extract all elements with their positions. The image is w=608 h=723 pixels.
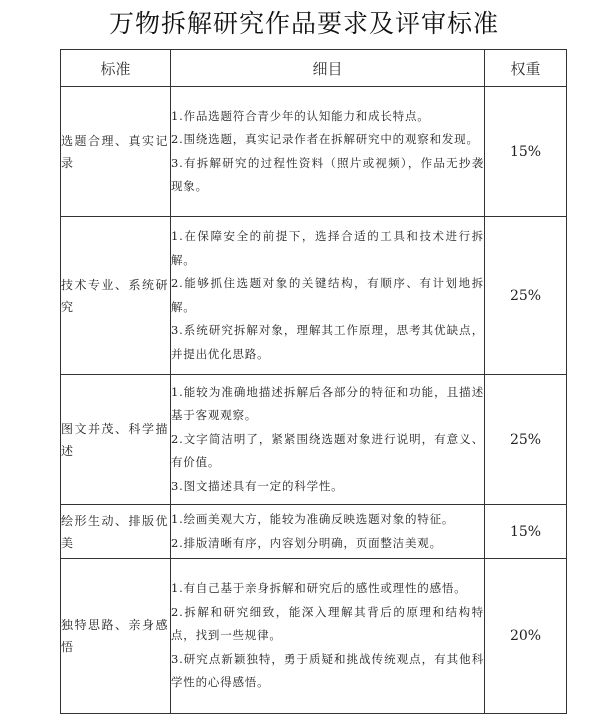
detail-item: 3.系统研究拆解对象，理解其工作原理，思考其优缺点，并提出优化思路。 <box>171 323 484 361</box>
table-row <box>61 375 567 505</box>
weight-cell: 25% <box>485 217 567 375</box>
page-title: 万物拆解研究作品要求及评审标准 <box>108 9 499 38</box>
detail-cell <box>171 87 485 217</box>
detail-item: 1.在保障安全的前提下，选择合适的工具和技术进行拆解。 <box>171 229 484 267</box>
weight-cell: 20% <box>485 559 567 714</box>
detail-cell <box>171 505 485 559</box>
standard-cell: 选题合理、真实记录 <box>61 87 171 217</box>
detail-item: 3.研究点新颖独特，勇于质疑和挑战传统观点，有其他科学性的心得感悟。 <box>171 651 484 690</box>
detail-item: 2.文字简洁明了，紧紧围绕选题对象进行说明，有意义、有价值。 <box>171 431 484 470</box>
weight-cell: 15% <box>485 505 567 559</box>
detail-item: 3.有拆解研究的过程性资料（照片或视频），作品无抄袭现象。 <box>171 155 484 193</box>
header-weight: 权重 <box>485 50 567 87</box>
weight-cell: 25% <box>485 375 567 505</box>
header-standard: 标准 <box>61 50 171 87</box>
table-row <box>61 559 567 714</box>
table-row <box>61 87 567 217</box>
detail-item: 1.能较为准确地描述拆解后各部分的特征和功能，且描述基于客观观察。 <box>171 384 484 423</box>
standard-cell: 技术专业、系统研究 <box>61 217 171 375</box>
detail-item: 2.围绕选题，真实记录作者在拆解研究中的观察和发现。 <box>171 132 479 146</box>
header-detail: 细目 <box>171 50 485 87</box>
header-row <box>61 50 567 87</box>
standard-cell: 独特思路、亲身感悟 <box>61 559 171 714</box>
table-row <box>61 217 567 375</box>
table-row <box>61 505 567 559</box>
standard-cell: 绘形生动、排版优美 <box>61 505 171 559</box>
detail-item: 1.有自己基于亲身拆解和研究后的感性或理性的感悟。 <box>171 581 467 596</box>
standard-cell: 图文并茂、科学描述 <box>61 375 171 505</box>
detail-cell <box>171 217 485 375</box>
criteria-table <box>60 49 567 714</box>
detail-cell <box>171 559 485 714</box>
detail-item: 2.拆解和研究细致，能深入理解其背后的原理和结构特点，找到一些规律。 <box>171 604 484 643</box>
detail-item: 1.绘画美观大方，能较为准确反映选题对象的特征。 <box>171 512 455 526</box>
weight-cell: 15% <box>485 87 567 217</box>
detail-item: 2.能够抓住选题对象的关键结构，有顺序、有计划地拆解。 <box>171 276 484 314</box>
detail-item: 3.图文描述具有一定的科学性。 <box>171 478 344 493</box>
detail-item: 1.作品选题符合青少年的认知能力和成长特点。 <box>171 108 430 123</box>
detail-item: 2.排版清晰有序，内容划分明确，页面整洁美观。 <box>171 535 442 550</box>
detail-cell <box>171 375 485 505</box>
